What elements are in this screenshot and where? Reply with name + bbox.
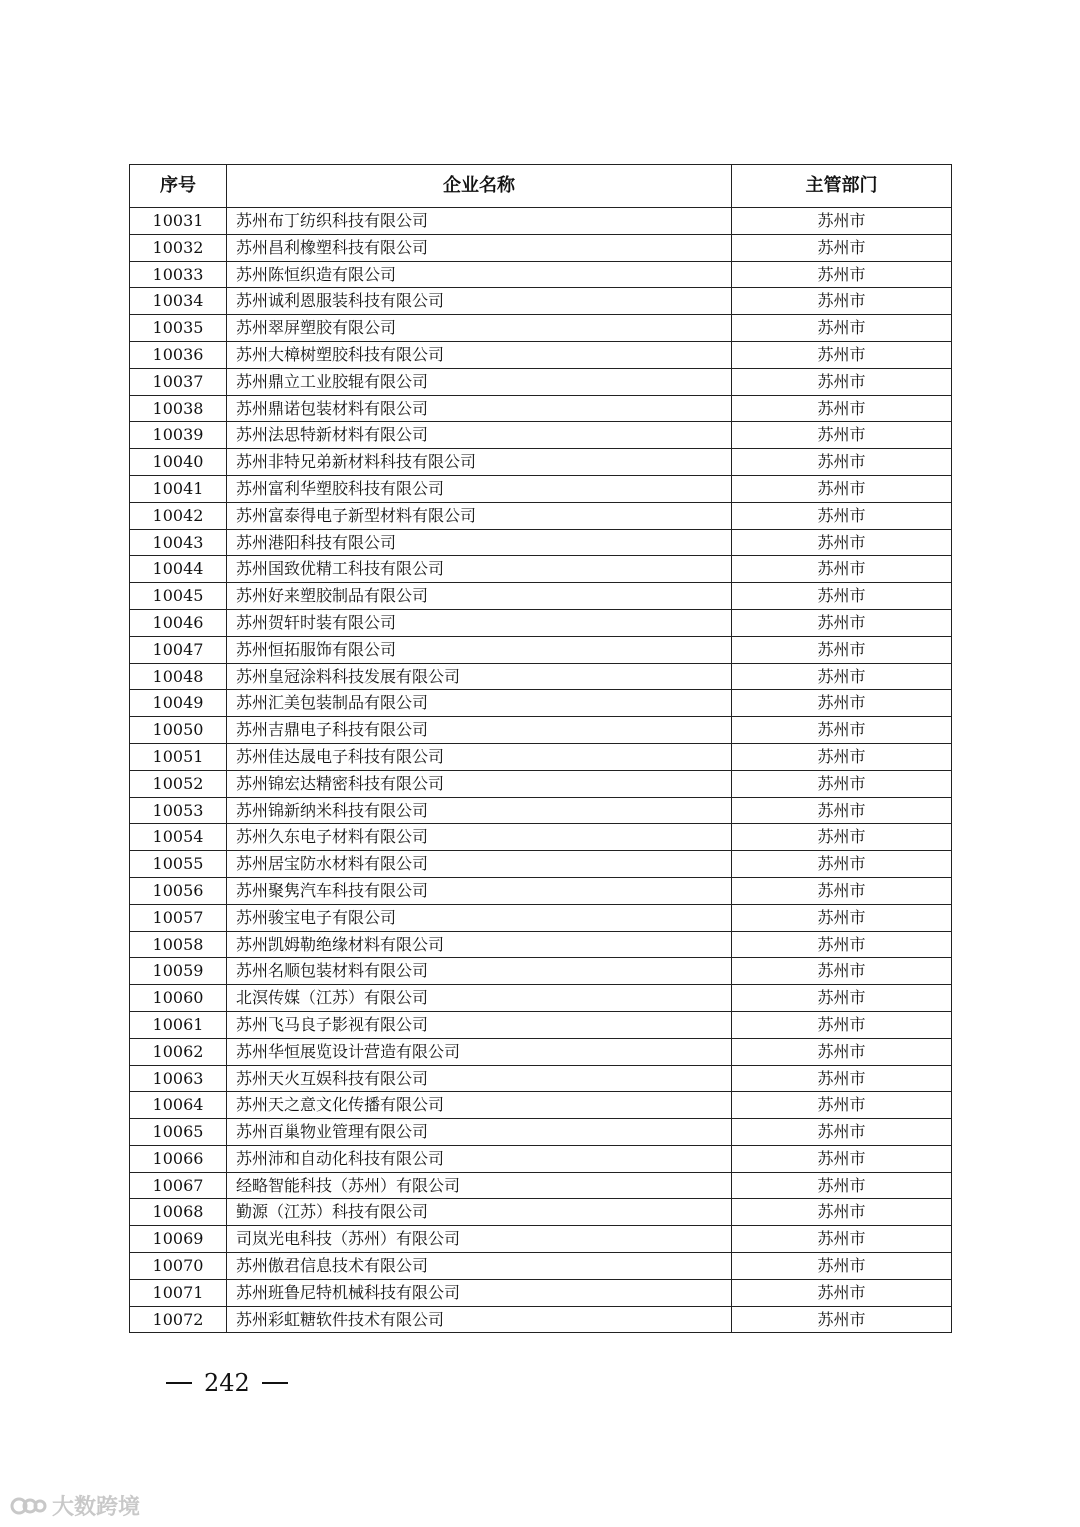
enterprise-name-cell: 司岚光电科技（苏州）有限公司 [227,1226,732,1253]
table-row [130,931,952,958]
department-cell: 苏州市 [732,1199,952,1226]
department-cell: 苏州市 [732,797,952,824]
table-row [130,797,952,824]
department-cell: 苏州市 [732,449,952,476]
enterprise-name-cell: 苏州百巢物业管理有限公司 [227,1119,732,1146]
enterprise-name-cell: 苏州天火互娱科技有限公司 [227,1065,732,1092]
table-row [130,368,952,395]
serial-number-cell: 10045 [130,583,227,610]
enterprise-name-cell: 苏州久东电子材料有限公司 [227,824,732,851]
serial-number-cell: 10047 [130,636,227,663]
enterprise-name-cell: 苏州法思特新材料有限公司 [227,422,732,449]
table-row [130,985,952,1012]
table-row [130,583,952,610]
table-row [130,770,952,797]
department-cell: 苏州市 [732,288,952,315]
enterprise-name-cell: 苏州国致优精工科技有限公司 [227,556,732,583]
serial-number-cell: 10067 [130,1172,227,1199]
serial-number-cell: 10064 [130,1092,227,1119]
table-row [130,663,952,690]
table-row [130,449,952,476]
enterprise-name-cell: 苏州大樟树塑胶科技有限公司 [227,341,732,368]
department-cell: 苏州市 [732,1038,952,1065]
serial-number-cell: 10055 [130,851,227,878]
department-cell: 苏州市 [732,315,952,342]
table-row [130,422,952,449]
department-cell: 苏州市 [732,1145,952,1172]
department-cell: 苏州市 [732,529,952,556]
table-row [130,208,952,235]
enterprise-name-cell: 苏州布丁纺织科技有限公司 [227,208,732,235]
enterprise-name-cell: 苏州沛和自动化科技有限公司 [227,1145,732,1172]
enterprise-name-cell: 苏州佳达晟电子科技有限公司 [227,743,732,770]
serial-number-cell: 10039 [130,422,227,449]
table-row [130,1038,952,1065]
serial-number-cell: 10050 [130,717,227,744]
department-cell: 苏州市 [732,663,952,690]
table-row [130,502,952,529]
enterprise-name-cell: 苏州名顺包装材料有限公司 [227,958,732,985]
department-cell: 苏州市 [732,475,952,502]
department-cell: 苏州市 [732,1011,952,1038]
department-cell: 苏州市 [732,824,952,851]
table-row [130,1253,952,1280]
table-row [130,341,952,368]
table-row [130,851,952,878]
department-cell: 苏州市 [732,261,952,288]
enterprise-name-cell: 苏州凯姆勒绝缘材料有限公司 [227,931,732,958]
serial-number-cell: 10034 [130,288,227,315]
serial-number-cell: 10044 [130,556,227,583]
table-row [130,1119,952,1146]
serial-number-cell: 10059 [130,958,227,985]
department-cell: 苏州市 [732,958,952,985]
department-cell: 苏州市 [732,904,952,931]
department-cell: 苏州市 [732,422,952,449]
department-cell: 苏州市 [732,556,952,583]
table-row [130,824,952,851]
serial-number-cell: 10031 [130,208,227,235]
serial-number-cell: 10057 [130,904,227,931]
department-cell: 苏州市 [732,743,952,770]
enterprise-name-cell: 苏州非特兄弟新材料科技有限公司 [227,449,732,476]
serial-number-cell: 10037 [130,368,227,395]
table-row [130,743,952,770]
enterprise-name-cell: 苏州富泰得电子新型材料有限公司 [227,502,732,529]
enterprise-name-cell: 苏州彩虹糖软件技术有限公司 [227,1306,732,1333]
enterprise-name-cell: 勤源（江苏）科技有限公司 [227,1199,732,1226]
enterprise-name-cell: 苏州班鲁尼特机械科技有限公司 [227,1279,732,1306]
enterprise-name-cell: 苏州聚隽汽车科技有限公司 [227,877,732,904]
table-row [130,1226,952,1253]
department-cell: 苏州市 [732,985,952,1012]
serial-number-cell: 10061 [130,1011,227,1038]
serial-number-cell: 10054 [130,824,227,851]
enterprise-name-cell: 苏州贺轩时装有限公司 [227,609,732,636]
table-row [130,877,952,904]
enterprise-name-cell: 苏州好来塑胶制品有限公司 [227,583,732,610]
table-row [130,529,952,556]
enterprise-name-cell: 苏州鼎诺包装材料有限公司 [227,395,732,422]
table-row [130,234,952,261]
watermark [10,1490,140,1521]
enterprise-name-cell: 苏州吉鼎电子科技有限公司 [227,717,732,744]
serial-number-cell: 10036 [130,341,227,368]
enterprise-name-cell: 苏州居宝防水材料有限公司 [227,851,732,878]
table-row [130,1172,952,1199]
header-serial-number: 序号 [130,165,227,208]
enterprise-name-cell: 苏州华恒展览设计营造有限公司 [227,1038,732,1065]
dash-left [166,1382,192,1384]
table-row [130,1306,952,1333]
serial-number-cell: 10066 [130,1145,227,1172]
serial-number-cell: 10071 [130,1279,227,1306]
department-cell: 苏州市 [732,1119,952,1146]
department-cell: 苏州市 [732,368,952,395]
serial-number-cell: 10040 [130,449,227,476]
serial-number-cell: 10062 [130,1038,227,1065]
department-cell: 苏州市 [732,208,952,235]
enterprise-name-cell: 经略智能科技（苏州）有限公司 [227,1172,732,1199]
table-row [130,958,952,985]
serial-number-cell: 10043 [130,529,227,556]
serial-number-cell: 10041 [130,475,227,502]
department-cell: 苏州市 [732,1306,952,1333]
page-number-value: 242 [204,1369,250,1397]
department-cell: 苏州市 [732,851,952,878]
department-cell: 苏州市 [732,1092,952,1119]
logo-icon [10,1493,48,1519]
table-row [130,315,952,342]
enterprise-name-cell: 北溟传媒（江苏）有限公司 [227,985,732,1012]
table-row [130,1199,952,1226]
enterprise-name-cell: 苏州汇美包装制品有限公司 [227,690,732,717]
enterprise-table [129,164,952,1333]
serial-number-cell: 10052 [130,770,227,797]
department-cell: 苏州市 [732,770,952,797]
enterprise-name-cell: 苏州翠屏塑胶有限公司 [227,315,732,342]
department-cell: 苏州市 [732,341,952,368]
serial-number-cell: 10058 [130,931,227,958]
serial-number-cell: 10060 [130,985,227,1012]
serial-number-cell: 10065 [130,1119,227,1146]
table-header-row [130,165,952,208]
department-cell: 苏州市 [732,1279,952,1306]
table-row [130,556,952,583]
serial-number-cell: 10072 [130,1306,227,1333]
department-cell: 苏州市 [732,1172,952,1199]
serial-number-cell: 10068 [130,1199,227,1226]
serial-number-cell: 10056 [130,877,227,904]
dash-right [262,1382,288,1384]
enterprise-name-cell: 苏州恒拓服饰有限公司 [227,636,732,663]
table-row [130,1065,952,1092]
serial-number-cell: 10051 [130,743,227,770]
table-row [130,288,952,315]
watermark-text: 大数跨境 [52,1495,141,1520]
table-row [130,609,952,636]
enterprise-name-cell: 苏州锦新纳米科技有限公司 [227,797,732,824]
department-cell: 苏州市 [732,1226,952,1253]
table-row [130,1092,952,1119]
serial-number-cell: 10032 [130,234,227,261]
enterprise-name-cell: 苏州锦宏达精密科技有限公司 [227,770,732,797]
department-cell: 苏州市 [732,690,952,717]
enterprise-name-cell: 苏州陈恒织造有限公司 [227,261,732,288]
enterprise-name-cell: 苏州鼎立工业胶辊有限公司 [227,368,732,395]
serial-number-cell: 10042 [130,502,227,529]
serial-number-cell: 10049 [130,690,227,717]
department-cell: 苏州市 [732,931,952,958]
table-row [130,636,952,663]
enterprise-name-cell: 苏州骏宝电子有限公司 [227,904,732,931]
serial-number-cell: 10035 [130,315,227,342]
serial-number-cell: 10048 [130,663,227,690]
header-department: 主管部门 [732,165,952,208]
enterprise-name-cell: 苏州傲君信息技术有限公司 [227,1253,732,1280]
table-row [130,1145,952,1172]
serial-number-cell: 10033 [130,261,227,288]
department-cell: 苏州市 [732,502,952,529]
serial-number-cell: 10069 [130,1226,227,1253]
page-number [166,1368,288,1398]
header-enterprise-name: 企业名称 [227,165,732,208]
serial-number-cell: 10053 [130,797,227,824]
department-cell: 苏州市 [732,717,952,744]
table-row [130,717,952,744]
enterprise-name-cell: 苏州昌利橡塑科技有限公司 [227,234,732,261]
table-row [130,904,952,931]
table-row [130,690,952,717]
department-cell: 苏州市 [732,395,952,422]
enterprise-name-cell: 苏州港阳科技有限公司 [227,529,732,556]
enterprise-name-cell: 苏州天之意文化传播有限公司 [227,1092,732,1119]
serial-number-cell: 10038 [130,395,227,422]
enterprise-name-cell: 苏州皇冠涂料科技发展有限公司 [227,663,732,690]
table-row [130,1011,952,1038]
department-cell: 苏州市 [732,234,952,261]
enterprise-name-cell: 苏州飞马良子影视有限公司 [227,1011,732,1038]
department-cell: 苏州市 [732,636,952,663]
department-cell: 苏州市 [732,583,952,610]
table-row [130,395,952,422]
serial-number-cell: 10046 [130,609,227,636]
table-row [130,261,952,288]
enterprise-name-cell: 苏州诚利恩服装科技有限公司 [227,288,732,315]
table-body [130,208,952,1333]
department-cell: 苏州市 [732,609,952,636]
enterprise-name-cell: 苏州富利华塑胶科技有限公司 [227,475,732,502]
department-cell: 苏州市 [732,1065,952,1092]
department-cell: 苏州市 [732,1253,952,1280]
department-cell: 苏州市 [732,877,952,904]
serial-number-cell: 10070 [130,1253,227,1280]
table-row [130,475,952,502]
serial-number-cell: 10063 [130,1065,227,1092]
table-row [130,1279,952,1306]
